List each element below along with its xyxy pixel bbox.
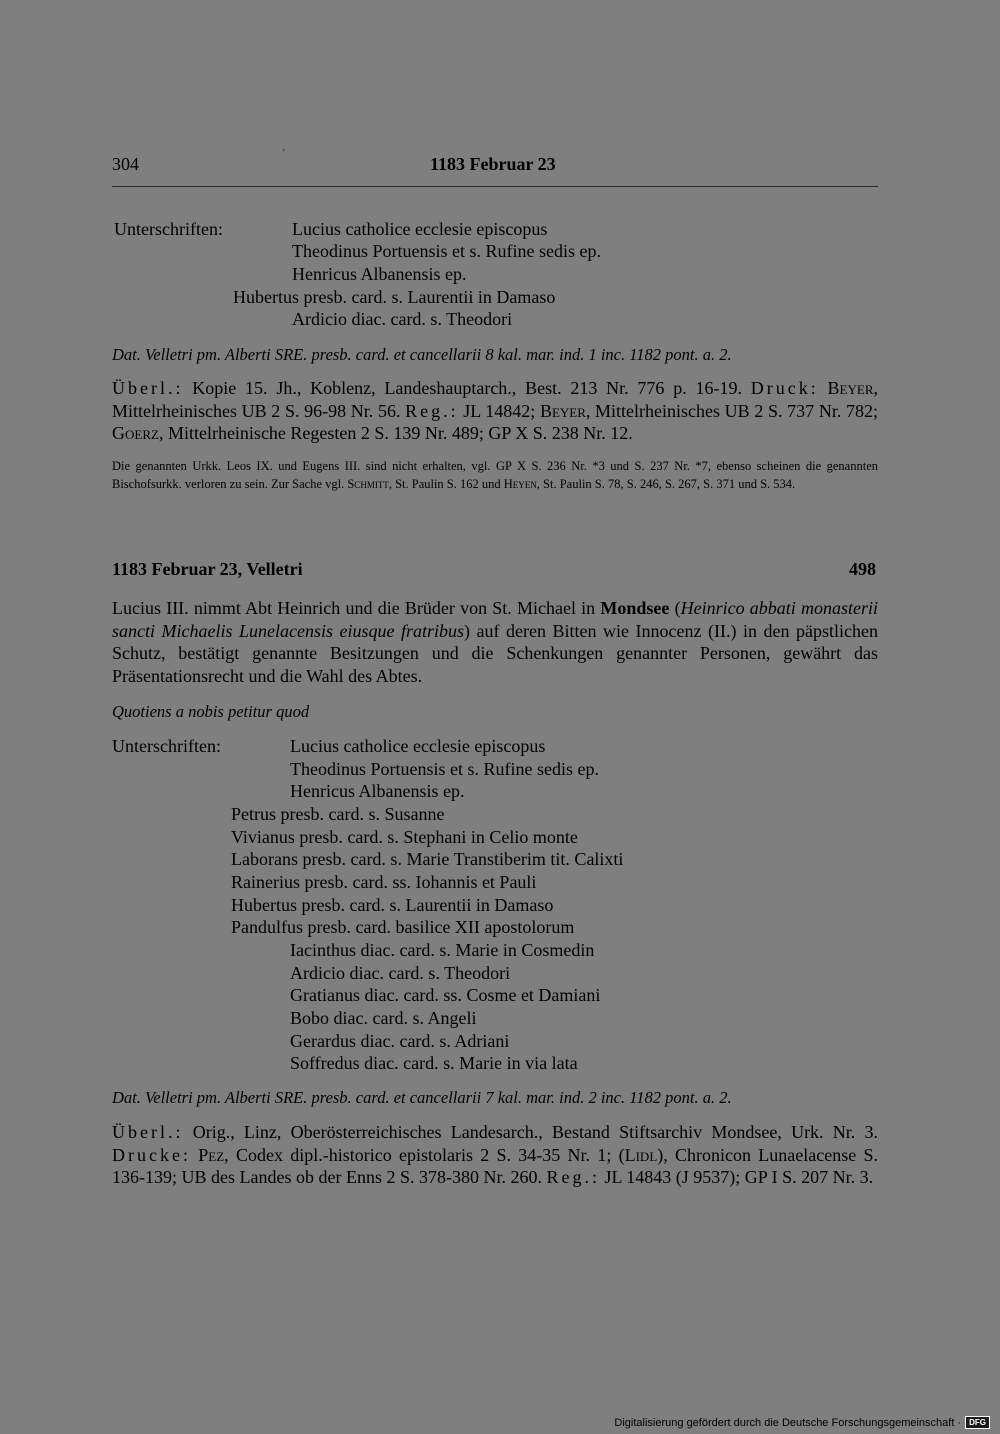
dfg-logo: DFG bbox=[965, 1416, 990, 1429]
signature-line: Ardicio diac. card. s. Theodori bbox=[290, 963, 511, 983]
signature-line: Henricus Albanensis ep. bbox=[292, 264, 467, 284]
signature-line: Laborans presb. card. s. Marie Transtiberim tit. Calixti bbox=[231, 849, 624, 869]
signature-line: Theodinus Portuensis et s. Rufine sedis ep. bbox=[292, 241, 601, 261]
entry-date-place: 1183 Februar 23, Velletri bbox=[112, 559, 303, 579]
digitization-footer bbox=[614, 1416, 990, 1429]
signature-line: Iacinthus diac. card. s. Marie in Cosmedin bbox=[290, 940, 595, 960]
signature-line: Bobo diac. card. s. Angeli bbox=[290, 1008, 477, 1028]
druck-label: Drucke: bbox=[112, 1144, 191, 1165]
signature-line: Vivianus presb. card. s. Stephani in Celio monte bbox=[231, 827, 578, 847]
commentary-note: Die genannten Urkk. Leos IX. und Eugens III. sind nicht erhalten, vgl. GP X S. 236 Nr. *3 und S. 237 Nr. *7, ebenso scheinen die genannten Bischofsurkk. verloren zu sein. Zur Sache vgl. Schmitt, St. Paulin S. 162 und Heyen, St. Paulin S. 78, S. 246, S. 267, S. 371 und S. 534. bbox=[112, 459, 878, 491]
signature-line: Rainerius presb. card. ss. Iohannis et Pauli bbox=[231, 872, 537, 892]
druck-label: Druck: bbox=[750, 378, 819, 398]
signature-line: Lucius catholice ecclesie episcopus bbox=[292, 219, 548, 239]
signature-line: Gratianus diac. card. ss. Cosme et Damiani bbox=[290, 985, 601, 1005]
signatures-label: Unterschriften: bbox=[112, 736, 221, 756]
signature-line: Lucius catholice ecclesie episcopus bbox=[290, 736, 546, 756]
reg-label: Reg.: bbox=[546, 1167, 600, 1188]
transmission-paragraph: Überl.: Kopie 15. Jh., Koblenz, Landeshauptarch., Best. 213 Nr. 776 p. 16-19. Druck: Beyer, Mittelrheinisches UB 2 S. 96-98 Nr. 56. Reg.: JL 14842; Beyer, Mittelrheinisches UB 2 S. 737 Nr. 782; Goerz, Mittelrheinische Regesten 2 S. 139 Nr. 489; GP X S. 238 Nr. 12. bbox=[112, 378, 878, 444]
signature-line: Henricus Albanensis ep. bbox=[290, 781, 465, 801]
signatures-label: Unterschriften: bbox=[114, 219, 223, 239]
dating-clause: Dat. Velletri pm. Alberti SRE. presb. card. et cancellarii 8 kal. mar. ind. 1 inc. 1182 pont. a. 2. bbox=[112, 345, 732, 364]
transmission-paragraph: Überl.: Orig., Linz, Oberösterreichisches Landesarch., Bestand Stiftsarchiv Mondsee, Urk. Nr. 3. Drucke: Pez, Codex dipl.-historico epistolaris 2 S. 34-35 Nr. 1; (Lidl), Chronicon Lunaelacense S. 136-139; UB des Landes ob der Enns 2 S. 378-380 Nr. 260. Reg.: JL 14843 (J 9537); GP I S. 207 Nr. 3. bbox=[112, 1122, 879, 1188]
uberl-label: Überl.: bbox=[112, 1122, 184, 1142]
header-rule bbox=[112, 186, 878, 187]
page-number: 304 bbox=[112, 154, 139, 174]
reg-label: Reg.: bbox=[405, 400, 459, 421]
signature-line: Gerardus diac. card. s. Adriani bbox=[290, 1031, 510, 1051]
header-mark: ' bbox=[283, 148, 285, 159]
signature-line: Ardicio diac. card. s. Theodori bbox=[292, 309, 513, 329]
uberl-label: Überl.: bbox=[112, 378, 184, 398]
signature-line: Pandulfus presb. card. basilice XII apostolorum bbox=[231, 917, 575, 937]
signature-line: Hubertus presb. card. s. Laurentii in Damaso bbox=[231, 895, 554, 915]
dating-clause: Dat. Velletri pm. Alberti SRE. presb. card. et cancellarii 7 kal. mar. ind. 2 inc. 1182 pont. a. 2. bbox=[112, 1088, 732, 1107]
regest-summary: Lucius III. nimmt Abt Heinrich und die Brüder von St. Michael in Mondsee (Heinrico abbati monasterii sancti Michaelis Lunelacensis eiusque fratribus) auf deren Bitten wie Innocenz (II.) in den päpstlichen Schutz, bestätigt genannte Besitzungen und die Schenkungen genannter Personen, gewährt das Präsentationsrecht und die Wahl des Abtes. bbox=[112, 598, 879, 687]
signature-line: Petrus presb. card. s. Susanne bbox=[231, 804, 445, 824]
signature-line: Theodinus Portuensis et s. Rufine sedis ep. bbox=[290, 759, 599, 779]
running-title: 1183 Februar 23 bbox=[430, 154, 556, 174]
incipit: Quotiens a nobis petitur quod bbox=[112, 702, 310, 721]
signature-line: Hubertus presb. card. s. Laurentii in Damaso bbox=[233, 287, 556, 307]
footer-credit: Digitalisierung gefördert durch die Deutsche Forschungsgemeinschaft · bbox=[614, 1416, 962, 1429]
signature-line: Soffredus diac. card. s. Marie in via lata bbox=[290, 1053, 578, 1073]
entry-number: 498 bbox=[849, 559, 876, 579]
